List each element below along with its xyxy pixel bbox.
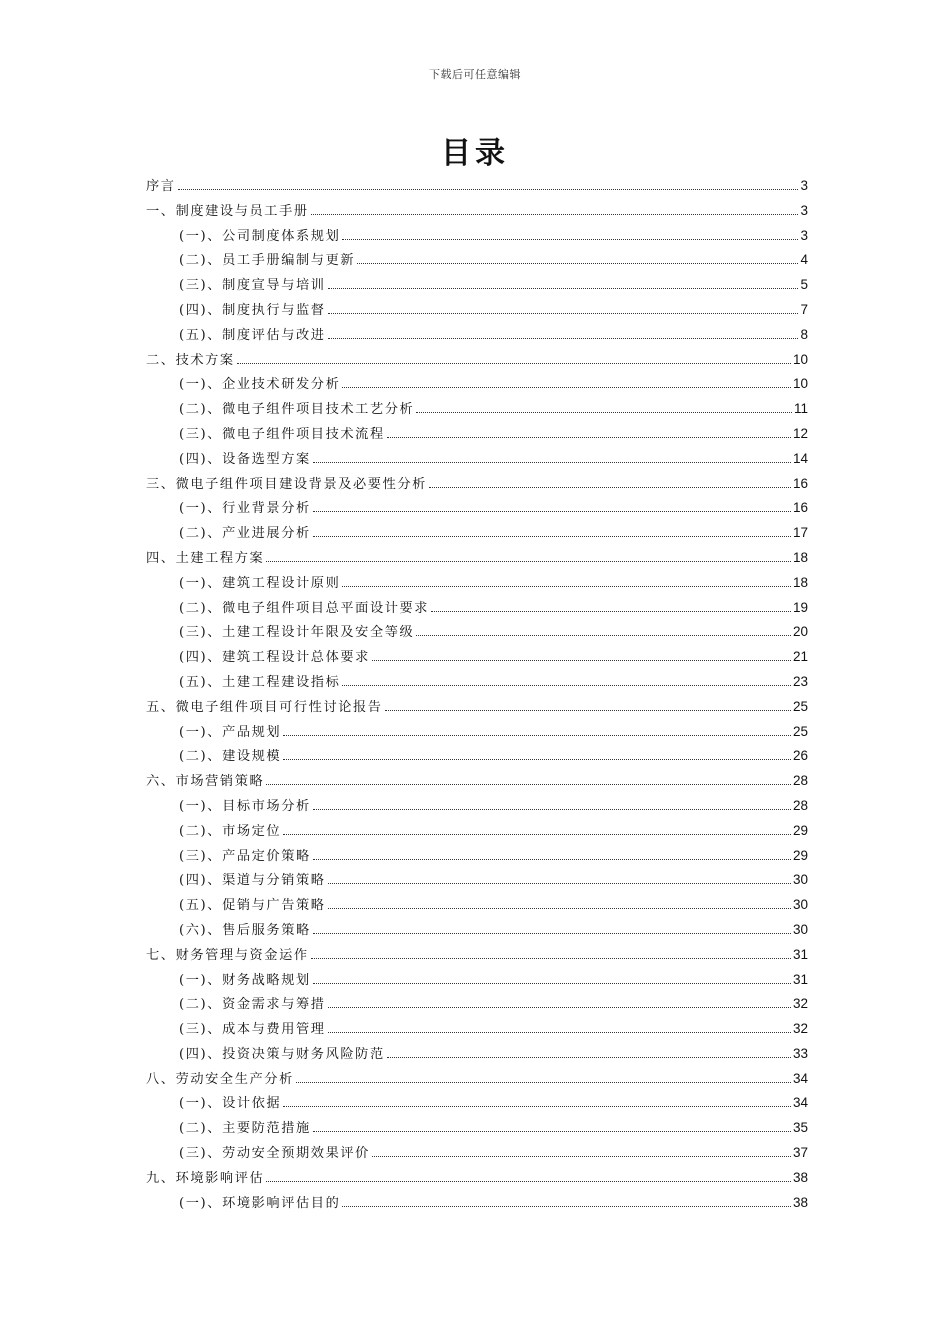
toc-entry-page-number: 12 xyxy=(792,425,808,441)
toc-entry-page-number: 25 xyxy=(792,723,808,739)
dot-leader xyxy=(342,239,798,240)
toc-entry-page-number: 23 xyxy=(792,673,808,689)
toc-entry-label: (一)、环境影响评估目的 xyxy=(179,1195,341,1211)
dot-leader xyxy=(237,363,791,364)
toc-entry-label: 六、市场营销策略 xyxy=(146,774,265,790)
toc-entry-label: (一)、产品规划 xyxy=(179,724,282,740)
toc-entry-label: 七、财务管理与资金运作 xyxy=(146,947,309,963)
toc-entry-section[interactable] xyxy=(146,621,808,646)
dot-leader xyxy=(313,536,791,537)
dot-leader xyxy=(313,859,791,860)
toc-entry-section[interactable] xyxy=(146,1117,808,1142)
toc-entry-page-number: 29 xyxy=(792,822,808,838)
toc-entry-section[interactable] xyxy=(146,597,808,622)
dot-leader xyxy=(328,338,799,339)
toc-entry-page-number: 3 xyxy=(800,227,808,243)
dot-leader xyxy=(342,1206,791,1207)
toc-entry-label: (二)、员工手册编制与更新 xyxy=(179,253,356,269)
toc-entry-label: 序言 xyxy=(146,179,176,194)
toc-entry-page-number: 31 xyxy=(792,971,808,987)
dot-leader xyxy=(429,487,791,488)
toc-entry-section[interactable] xyxy=(146,373,808,398)
dot-leader xyxy=(342,586,791,587)
toc-entry-section[interactable] xyxy=(146,522,808,547)
toc-title: 目录 xyxy=(441,136,509,171)
toc-entry-section[interactable] xyxy=(146,919,808,944)
dot-leader xyxy=(328,883,791,884)
toc-entry-label: (五)、促销与广告策略 xyxy=(179,898,326,914)
toc-entry-page-number: 33 xyxy=(792,1045,808,1061)
dot-leader xyxy=(283,1106,791,1107)
toc-entry-label: (四)、渠道与分销策略 xyxy=(179,873,326,889)
toc-entry-page-number: 7 xyxy=(800,301,808,317)
toc-entry-label: (六)、售后服务策略 xyxy=(179,922,311,938)
toc-entry-label: 五、微电子组件项目可行性讨论报告 xyxy=(146,699,383,715)
toc-entry-page-number: 4 xyxy=(800,252,808,268)
toc-entry-page-number: 20 xyxy=(792,624,808,640)
dot-leader xyxy=(313,933,791,934)
dot-leader xyxy=(416,412,792,413)
dot-leader xyxy=(311,958,791,959)
toc-entry-label: (三)、成本与费用管理 xyxy=(179,1022,326,1038)
toc-entry-page-number: 16 xyxy=(792,500,808,516)
dot-leader xyxy=(328,1007,791,1008)
toc-entry-page-number: 34 xyxy=(792,1095,808,1111)
toc-entry-page-number: 21 xyxy=(792,649,808,665)
toc-entry-section[interactable] xyxy=(146,423,808,448)
toc-entry-label: 九、环境影响评估 xyxy=(146,1170,265,1186)
toc-entry-label: 二、技术方案 xyxy=(146,352,235,368)
toc-entry-label: (三)、产品定价策略 xyxy=(179,848,311,864)
toc-entry-section[interactable] xyxy=(146,497,808,522)
toc-entry-chapter[interactable] xyxy=(146,473,808,498)
toc-entry-page-number: 35 xyxy=(792,1120,808,1136)
dot-leader xyxy=(328,288,799,289)
dot-leader xyxy=(385,710,791,711)
toc-entry-page-number: 32 xyxy=(792,996,808,1012)
dot-leader xyxy=(328,1032,791,1033)
toc-entry-page-number: 29 xyxy=(792,847,808,863)
toc-entry-page-number: 8 xyxy=(800,326,808,342)
toc-entry-label: (五)、土建工程建设指标 xyxy=(179,674,341,690)
toc-entry-section[interactable] xyxy=(146,274,808,299)
dot-leader xyxy=(372,660,791,661)
dot-leader xyxy=(283,759,791,760)
toc-entry-section[interactable] xyxy=(146,820,808,845)
dot-leader xyxy=(313,1131,791,1132)
toc-entry-section[interactable] xyxy=(146,894,808,919)
toc-entry-page-number: 3 xyxy=(800,202,808,218)
toc-entry-section[interactable] xyxy=(146,1043,808,1068)
toc-entry-page-number: 28 xyxy=(792,797,808,813)
toc-entry-page-number: 19 xyxy=(792,599,808,615)
toc-entry-section[interactable] xyxy=(146,646,808,671)
toc-entry-label: (二)、市场定位 xyxy=(179,823,282,839)
toc-entry-page-number: 17 xyxy=(792,525,808,541)
toc-entry-label: 八、劳动安全生产分析 xyxy=(146,1071,294,1087)
toc-entry-section[interactable] xyxy=(146,993,808,1018)
toc-entry-page-number: 38 xyxy=(792,1194,808,1210)
toc-entry-section[interactable] xyxy=(146,448,808,473)
toc-entry-page-number: 31 xyxy=(792,946,808,962)
dot-leader xyxy=(283,735,791,736)
toc-entry-label: (二)、主要防范措施 xyxy=(179,1121,311,1137)
toc-entry-section[interactable] xyxy=(146,845,808,870)
dot-leader xyxy=(313,462,791,463)
toc-entry-label: 四、土建工程方案 xyxy=(146,550,265,566)
dot-leader xyxy=(266,784,791,785)
dot-leader xyxy=(313,511,791,512)
toc-entry-label: (五)、制度评估与改进 xyxy=(179,327,326,343)
toc-entry-label: (三)、土建工程设计年限及安全等级 xyxy=(179,625,415,641)
toc-entry-label: (一)、公司制度体系规划 xyxy=(179,228,341,244)
toc-entry-label: (二)、建设规模 xyxy=(179,749,282,765)
toc-entry-section[interactable] xyxy=(146,1142,808,1167)
toc-entry-label: (二)、资金需求与筹措 xyxy=(179,997,326,1013)
toc-entry-label: (二)、产业进展分析 xyxy=(179,526,311,542)
toc-entry-page-number: 10 xyxy=(792,376,808,392)
toc-entry-page-number: 14 xyxy=(792,450,808,466)
toc-entry-label: (一)、建筑工程设计原则 xyxy=(179,575,341,591)
toc-entry-chapter[interactable] xyxy=(146,696,808,721)
toc-entry-label: (四)、制度执行与监督 xyxy=(179,302,326,318)
toc-entry-section[interactable] xyxy=(146,249,808,274)
header-note: 下载后可任意编辑 xyxy=(429,68,521,81)
toc-entry-page-number: 30 xyxy=(792,921,808,937)
toc-entry-section[interactable] xyxy=(146,1192,808,1217)
toc-entry-label: 一、制度建设与员工手册 xyxy=(146,203,309,219)
dot-leader xyxy=(266,1181,791,1182)
toc-entry-page-number: 16 xyxy=(792,475,808,491)
toc-entry-section[interactable] xyxy=(146,398,808,423)
toc-entry-page-number: 10 xyxy=(792,351,808,367)
toc-entry-label: (一)、企业技术研发分析 xyxy=(179,377,341,393)
dot-leader xyxy=(313,983,791,984)
toc-entry-page-number: 3 xyxy=(800,178,808,193)
toc-entry-chapter[interactable] xyxy=(146,770,808,795)
toc-entry-page-number: 32 xyxy=(792,1021,808,1037)
toc-entry-page-number: 5 xyxy=(800,277,808,293)
dot-leader xyxy=(342,685,791,686)
dot-leader xyxy=(431,611,791,612)
toc-entry-label: 三、微电子组件项目建设背景及必要性分析 xyxy=(146,476,427,492)
toc-entry-page-number: 25 xyxy=(792,698,808,714)
toc-entry-label: (二)、微电子组件项目总平面设计要求 xyxy=(179,600,430,616)
toc-entry-section[interactable] xyxy=(146,1018,808,1043)
toc-entry-section[interactable] xyxy=(146,572,808,597)
toc-entry-section[interactable] xyxy=(146,225,808,250)
toc-entry-chapter[interactable] xyxy=(146,944,808,969)
dot-leader xyxy=(328,313,799,314)
toc-entry-section[interactable] xyxy=(146,324,808,349)
toc-entry-section[interactable] xyxy=(146,969,808,994)
dot-leader xyxy=(372,1156,791,1157)
toc-entry-section[interactable] xyxy=(146,671,808,696)
toc-entry-label: (一)、财务战略规划 xyxy=(179,972,311,988)
toc-entry-page-number: 11 xyxy=(793,401,808,417)
toc-entry-page-number: 26 xyxy=(792,748,808,764)
toc-entry-section[interactable] xyxy=(146,299,808,324)
dot-leader xyxy=(416,635,791,636)
toc-entry-label: (四)、设备选型方案 xyxy=(179,451,311,467)
dot-leader xyxy=(296,1082,791,1083)
dot-leader xyxy=(342,387,791,388)
toc-entry-label: (一)、行业背景分析 xyxy=(179,501,311,517)
toc-entry-page-number: 30 xyxy=(792,872,808,888)
toc-entry-section[interactable] xyxy=(146,869,808,894)
toc-entry-page-number: 18 xyxy=(792,549,808,565)
dot-leader xyxy=(357,263,798,264)
toc-entry-section[interactable] xyxy=(146,795,808,820)
dot-leader xyxy=(387,437,791,438)
toc-entry-page-number: 37 xyxy=(792,1145,808,1161)
toc-entry-label: (四)、建筑工程设计总体要求 xyxy=(179,650,370,666)
toc-entry-chapter[interactable] xyxy=(146,175,808,200)
toc-entry-chapter[interactable] xyxy=(146,200,808,225)
toc-entry-label: (三)、制度宣导与培训 xyxy=(179,278,326,294)
toc-entry-page-number: 28 xyxy=(792,773,808,789)
toc-entry-section[interactable] xyxy=(146,745,808,770)
dot-leader xyxy=(311,214,799,215)
toc-entry-label: (三)、微电子组件项目技术流程 xyxy=(179,426,385,442)
dot-leader xyxy=(328,908,791,909)
dot-leader xyxy=(178,189,799,190)
dot-leader xyxy=(283,834,791,835)
toc-entry-chapter[interactable] xyxy=(146,1068,808,1093)
toc-entry-page-number: 18 xyxy=(792,574,808,590)
toc-entry-label: (四)、投资决策与财务风险防范 xyxy=(179,1046,385,1062)
toc-entry-page-number: 38 xyxy=(792,1169,808,1185)
toc-entry-chapter[interactable] xyxy=(146,547,808,572)
dot-leader xyxy=(266,561,791,562)
table-of-contents xyxy=(146,175,808,1216)
toc-entry-chapter[interactable] xyxy=(146,349,808,374)
toc-entry-label: (一)、目标市场分析 xyxy=(179,798,311,814)
dot-leader xyxy=(313,809,791,810)
toc-entry-section[interactable] xyxy=(146,1092,808,1117)
toc-entry-chapter[interactable] xyxy=(146,1167,808,1192)
toc-entry-label: (一)、设计依据 xyxy=(179,1096,282,1112)
toc-entry-label: (三)、劳动安全预期效果评价 xyxy=(179,1146,370,1162)
toc-entry-section[interactable] xyxy=(146,721,808,746)
dot-leader xyxy=(387,1057,791,1058)
toc-entry-page-number: 30 xyxy=(792,897,808,913)
toc-entry-page-number: 34 xyxy=(792,1070,808,1086)
toc-entry-label: (二)、微电子组件项目技术工艺分析 xyxy=(179,402,415,418)
